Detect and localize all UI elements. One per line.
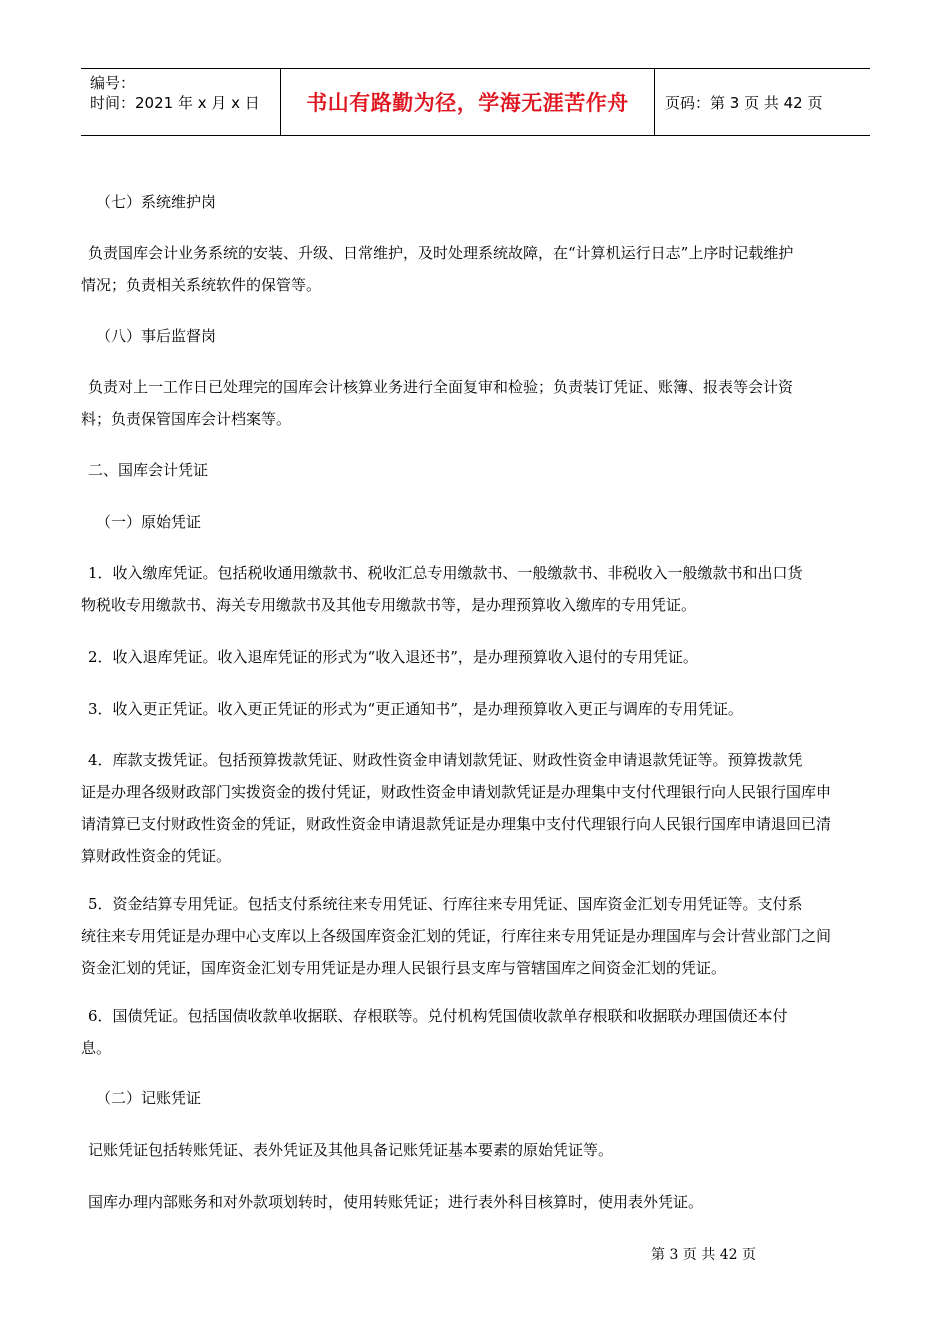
paragraph-10: 国库办理内部账务和对外款项划转时，使用转账凭证；进行表外科目核算时，使用表外凭证。 (88, 1193, 704, 1211)
item-3: 3．收入更正凭证。收入更正凭证的形式为“更正通知书”，是办理预算收入更正与调库的专用凭证。 (88, 700, 743, 718)
item-6-line-1: 6．国债凭证。包括国债收款单收据联、存根联等。兑付机构凭国债收款单存根联和收据联办理国债还本付 (88, 1007, 788, 1025)
paragraph-9: 记账凭证包括转账凭证、表外凭证及其他具备记账凭证基本要素的原始凭证等。 (88, 1141, 614, 1159)
section-heading-2: 二、国库会计凭证 (88, 461, 209, 479)
item-2: 2．收入退库凭证。收入退库凭证的形式为“收入退还书”，是办理预算收入退付的专用凭证。 (88, 648, 698, 666)
item-5-line-2: 统往来专用凭证是办理中心支库以上各级国库资金汇划的凭证，行库往来专用凭证是办理国库与会计营业部门之间 (81, 927, 832, 945)
paragraph-7-line-1: 负责国库会计业务系统的安装、升级、日常维护，及时处理系统故障，在“计算机运行日志”上序时记载维护 (88, 244, 794, 262)
item-4-line-2: 证是办理各级财政部门实拨资金的拨付凭证，财政性资金申请划款凭证是办理集中支付代理银行向人民银行国库申 (81, 783, 832, 801)
header-meta (81, 69, 281, 135)
item-5-line-3: 资金汇划的凭证，国库资金汇划专用凭证是办理人民银行县支库与管辖国库之间资金汇划的凭证。 (81, 959, 727, 977)
item-4-line-1: 4．库款支拨凭证。包括预算拨款凭证、财政性资金申请划款凭证、财政性资金申请退款凭证等。预算拨款凭 (88, 751, 803, 769)
heading-8: （八）事后监督岗 (96, 327, 217, 345)
heading-7: （七）系统维护岗 (96, 193, 217, 211)
item-4-line-3: 请清算已支付财政性资金的凭证，财政性资金申请退款凭证是办理集中支付代理银行向人民银行国库申请退回已清 (81, 815, 832, 833)
paragraph-7-line-2: 情况；负责相关系统软件的保管等。 (81, 276, 322, 294)
header-page-number: 页码：第 3 页 共 42 页 (665, 93, 823, 112)
page-header (81, 68, 870, 136)
subheading-2: （二）记账凭证 (96, 1089, 202, 1107)
page-footer: 第 3 页 共 42 页 (651, 1247, 756, 1263)
subheading-1: （一）原始凭证 (96, 513, 202, 531)
item-1-line-2: 物税收专用缴款书、海关专用缴款书及其他专用缴款书等，是办理预算收入缴库的专用凭证。 (81, 596, 697, 614)
item-6-line-2: 息。 (81, 1039, 112, 1057)
document-date-label: 时间：2021 年 x 月 x 日 (90, 94, 260, 112)
document-number-label: 编号： (90, 74, 136, 92)
item-1-line-1: 1．收入缴库凭证。包括税收通用缴款书、税收汇总专用缴款书、一般缴款书、非税收入一般缴款书和出口货 (88, 564, 803, 582)
paragraph-8-line-1: 负责对上一工作日已处理完的国库会计核算业务进行全面复审和检验；负责装订凭证、账簿、报表等会计资 (88, 378, 794, 396)
item-5-line-1: 5．资金结算专用凭证。包括支付系统往来专用凭证、行库往来专用凭证、国库资金汇划专用凭证等。支付系 (88, 895, 803, 913)
item-4-line-4: 算财政性资金的凭证。 (81, 847, 232, 865)
paragraph-8-line-2: 料；负责保管国库会计档案等。 (81, 410, 292, 428)
header-motto: 书山有路勤为径，学海无涯苦作舟 (281, 69, 655, 135)
